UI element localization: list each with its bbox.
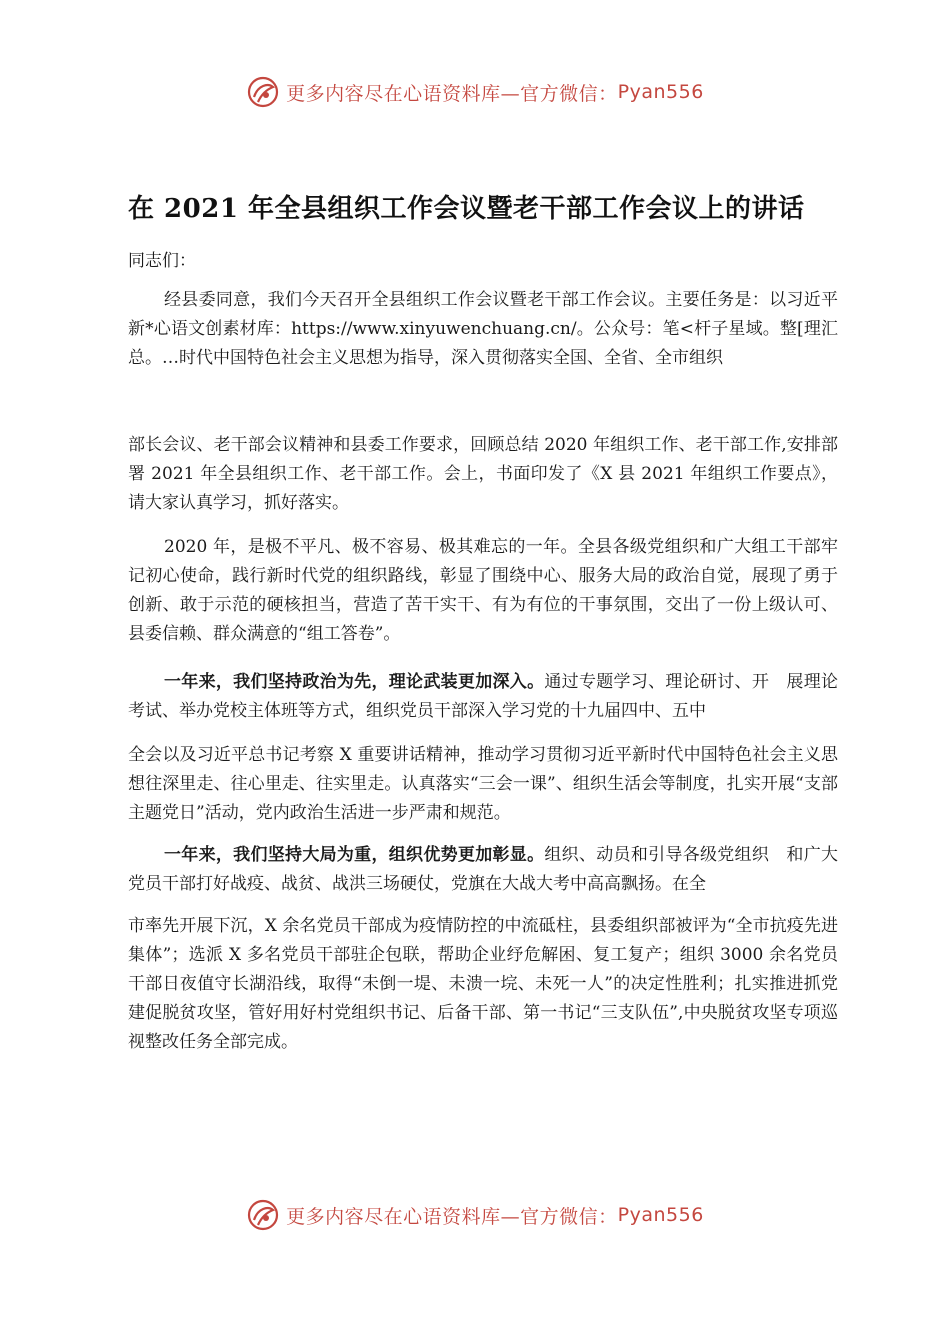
paragraph-6-lead: 一年来，我们坚持大局为重，组织优势更加彰显。 (164, 845, 545, 865)
paragraph-4 (128, 668, 838, 726)
paragraph-6-text: 组织、动员和引导各级党组织 和广大党员干部打好战疫、战贫、战洪三场硬仗，党旗在大战大考中高高飘扬。在全 (128, 845, 839, 894)
wechat-id: Pyan556 (617, 1204, 704, 1226)
banner-text: 更多内容尽在心语资料库—官方微信： (286, 82, 618, 105)
paragraph-5: 全会以及习近平总书记考察 X 重要讲话精神，推动学习贯彻习近平新时代中国特色社会主义思想往深里走、往心里走、往实里走。认真落实“三会一课”、组织生活会等制度，扎实开展“支部主题党日”活动，党内政治生活进一步严肃和规范。 (128, 745, 838, 823)
paragraph-1: 经县委同意，我们今天召开全县组织工作会议暨老干部工作会议。主要任务是：以习近平新*心语文创素材库：https://www.xinyuwenchuang.cn/。公众号：笔<杆子星域。整[理汇总。…时代中国特色社会主义思想为指导，深入贯彻落实全国、全省、全市组织 (128, 290, 838, 368)
footer-watermark-banner (0, 1195, 950, 1235)
brand-logo-icon (246, 1198, 280, 1232)
paragraph-4-text: 通过专题学习、理论研讨、开 展理论考试、举办党校主体班等方式，组织党员干部深入学习党的十九届四中、五中 (128, 672, 839, 721)
paragraph-2: 部长会议、老干部会议精神和县委工作要求，回顾总结 2020 年组织工作、老干部工作,安排部署 2021 年全县组织工作、老干部工作。会上，书面印发了《X 县 2021 年组织工作要点》，请大家认真学习，抓好落实。 (128, 435, 838, 513)
banner-text: 更多内容尽在心语资料库—官方微信： (286, 1205, 618, 1228)
brand-logo-icon (246, 75, 280, 109)
paragraph-4-lead: 一年来，我们坚持政治为先，理论武装更加深入。 (164, 672, 545, 692)
paragraph-6 (128, 841, 838, 899)
paragraph-3: 2020 年，是极不平凡、极不容易、极其难忘的一年。全县各级党组织和广大组工干部牢记初心使命，践行新时代党的组织路线，彰显了围绕中心、服务大局的政治自觉，展现了勇于创新、敢于示范的硬核担当，营造了苦干实干、有为有位的干事氛围，交出了一份上级认可、县委信赖、群众满意的“组工答卷”。 (128, 537, 838, 644)
document-title: 在 2021 年全县组织工作会议暨老干部工作会议上的讲话 (128, 194, 805, 224)
greeting: 同志们： (128, 251, 196, 271)
wechat-id: Pyan556 (617, 81, 704, 103)
paragraph-7: 市率先开展下沉，X 余名党员干部成为疫情防控的中流砥柱，县委组织部被评为“全市抗疫先进集体”；选派 X 多名党员干部驻企包联，帮助企业纾危解困、复工复产；组织 3000 余名党员干部日夜值守长湖沿线，取得“未倒一堤、未溃一垸、未死一人”的决定性胜利；扎实推进抓党建促脱贫攻坚，管好用好村党组织书记、后备干部、第一书记“三支队伍”,中央脱贫攻坚专项巡视整改任务全部完成。 (128, 916, 838, 1052)
header-watermark-banner (0, 72, 950, 112)
